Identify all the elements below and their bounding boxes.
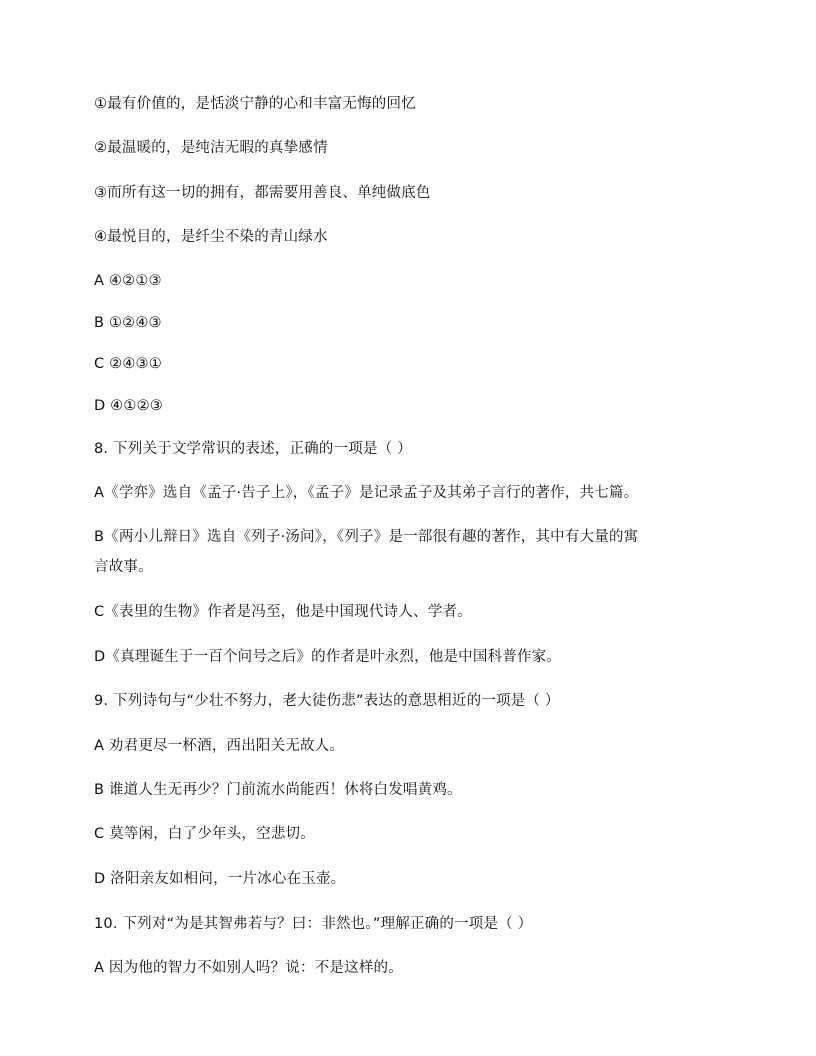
q8-option-d: D《真理诞生于一百个问号之后》的作者是叶永烈，他是中国科普作家。 bbox=[94, 649, 562, 665]
q7-option-c: C ②④③① bbox=[94, 356, 162, 372]
sentence-3: ③而所有这一切的拥有，都需要用善良、单纯做底色 bbox=[94, 185, 431, 201]
q10-option-a: A 因为他的智力不如别人吗？说：不是这样的。 bbox=[94, 960, 403, 976]
q9-option-b: B 谁道人生无再少？门前流水尚能西！休将白发唱黄鸡。 bbox=[94, 782, 462, 798]
q7-option-b: B ①②④③ bbox=[94, 315, 162, 331]
q8-option-c: C《表里的生物》作者是冯至，他是中国现代诗人、学者。 bbox=[94, 604, 472, 620]
q9-option-c: C 莫等闲，白了少年头，空悲切。 bbox=[94, 826, 315, 842]
q9-option-a: A 劝君更尽一杯酒，西出阳关无故人。 bbox=[94, 738, 345, 754]
q8-option-b-line-2: 言故事。 bbox=[94, 559, 153, 575]
question-8: 8. 下列关于文学常识的表述，正确的一项是（ ） bbox=[94, 441, 412, 457]
question-9: 9. 下列诗句与“少壮不努力，老大徒伤悲”表达的意思相近的一项是（ ） bbox=[94, 693, 560, 709]
q9-option-d: D 洛阳亲友如相问，一片冰心在玉壶。 bbox=[94, 871, 346, 887]
q7-option-d: D ④①②③ bbox=[94, 398, 163, 414]
q8-option-a: A《学弈》选自《孟子·告子上》，《孟子》是记录孟子及其弟子言行的著作，共七篇。 bbox=[94, 485, 639, 501]
sentence-1: ①最有价值的，是恬淡宁静的心和丰富无悔的回忆 bbox=[94, 96, 416, 112]
sentence-4: ④最悦目的，是纤尘不染的青山绿水 bbox=[94, 229, 328, 245]
sentence-2: ②最温暖的，是纯洁无暇的真挚感情 bbox=[94, 140, 328, 156]
question-10: 10. 下列对“为是其智弗若与？曰：非然也。”理解正确的一项是（ ） bbox=[94, 916, 533, 932]
q7-option-a: A ④②①③ bbox=[94, 273, 162, 289]
q8-option-b-line-1: B《两小儿辩日》选自《列子·汤问》，《列子》是一部很有趣的著作，其中有大量的寓 bbox=[94, 529, 639, 545]
